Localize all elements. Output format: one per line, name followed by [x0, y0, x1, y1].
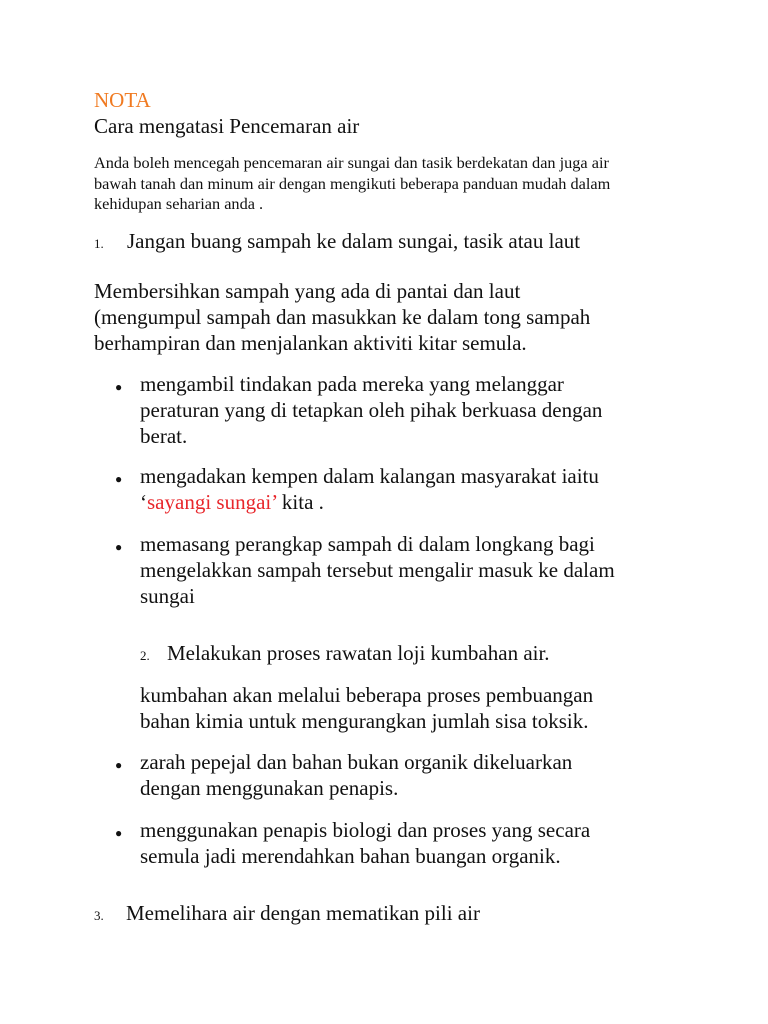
bullet-icon: ● [115, 380, 123, 394]
quote-close: ’ [271, 490, 277, 514]
bullet-line: semula jadi merendahkan bahan buangan organik. [140, 844, 561, 868]
cleanup-paragraph [94, 278, 590, 356]
bullet-item [140, 371, 602, 449]
bullet-icon: ● [115, 540, 123, 554]
item-number: 2. [140, 648, 150, 663]
item-heading: Jangan buang sampah ke dalam sungai, tasik atau laut [127, 229, 581, 253]
bullet-line-tail: kita . [276, 490, 324, 514]
bullet-line: menggunakan penapis biologi dan proses yang secara [140, 818, 591, 842]
item-heading: Memelihara air dengan mematikan pili air [126, 901, 480, 925]
bullet-line [140, 489, 599, 515]
bullet-item [140, 463, 599, 515]
item-number: 1. [94, 236, 104, 251]
item-number: 3. [94, 908, 104, 923]
bullet-line: berat. [140, 424, 188, 448]
paragraph-line: bahan kimia untuk mengurangkan jumlah sisa toksik. [140, 709, 589, 733]
document-title: Cara mengatasi Pencemaran air [94, 114, 360, 138]
bullet-line: mengadakan kempen dalam kalangan masyarakat iaitu [140, 464, 599, 488]
intro-paragraph [94, 153, 610, 215]
paragraph-line: (mengumpul sampah dan masukkan ke dalam tong sampah [94, 305, 591, 329]
intro-line: bawah tanah dan minum air dengan mengikuti beberapa panduan mudah dalam [94, 173, 611, 193]
bullet-line: dengan menggunakan penapis. [140, 776, 399, 800]
note-heading: NOTA [94, 88, 151, 112]
bullet-icon: ● [115, 472, 123, 486]
bullet-line: mengambil tindakan pada mereka yang melanggar [140, 372, 564, 396]
quote-open: ‘ [140, 490, 147, 514]
paragraph-line: Membersihkan sampah yang ada di pantai dan laut [94, 279, 521, 303]
bullet-item [140, 817, 590, 869]
bullet-line: sungai [140, 584, 195, 608]
bullet-line: zarah pepejal dan bahan bukan organik dikeluarkan [140, 750, 573, 774]
item-heading: Melakukan proses rawatan loji kumbahan air. [167, 641, 550, 665]
bullet-item [140, 531, 615, 609]
bullet-icon: ● [115, 758, 123, 772]
highlighted-phrase: sayangi sungai [147, 490, 272, 514]
intro-line: Anda boleh mencegah pencemaran air sungai dan tasik berdekatan dan juga air [94, 153, 609, 172]
paragraph-line: berhampiran dan menjalankan aktiviti kitar semula. [94, 331, 527, 355]
bullet-line: peraturan yang di tetapkan oleh pihak berkuasa dengan [140, 398, 603, 422]
bullet-item [140, 749, 572, 801]
intro-line: kehidupan seharian anda . [94, 194, 264, 213]
paragraph-line: kumbahan akan melalui beberapa proses pembuangan [140, 683, 594, 707]
bullet-line: memasang perangkap sampah di dalam longkang bagi [140, 532, 595, 556]
bullet-line: mengelakkan sampah tersebut mengalir masuk ke dalam [140, 558, 615, 582]
bullet-icon: ● [115, 826, 123, 840]
sewage-paragraph [140, 682, 593, 734]
